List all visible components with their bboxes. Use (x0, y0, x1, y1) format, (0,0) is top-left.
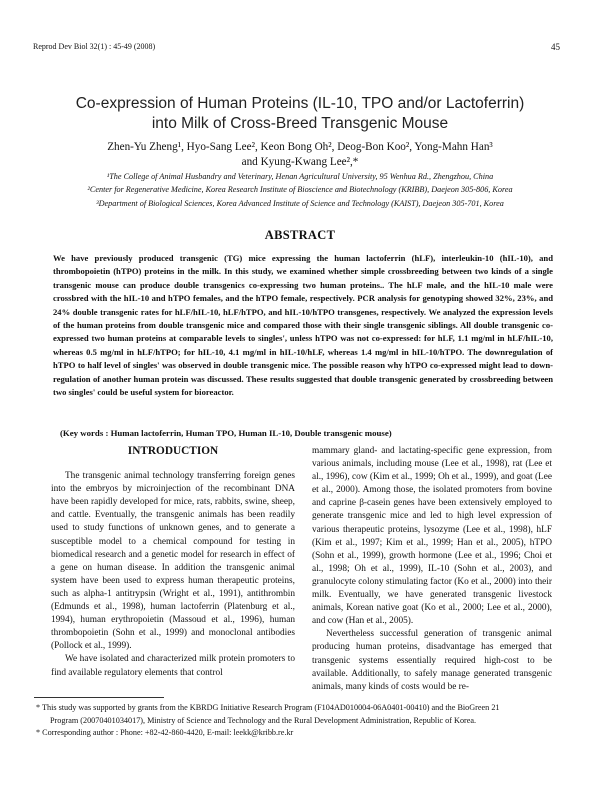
affiliation-1: ¹The College of Animal Husbandry and Veterinary, Henan Agricultural University, 95 Wenhua Rd., Zhengzhou, China (106, 172, 494, 181)
right-column (312, 445, 552, 694)
author-list (50, 140, 550, 170)
intro-paragraph: We have isolated and characterized milk protein promoters to find available regulatory elements that control (51, 654, 295, 678)
left-column (51, 445, 295, 680)
keywords: (Key words : Human lactoferrin, Human TPO, Human IL-10, Double transgenic mouse) (60, 428, 392, 438)
title-line-1: Co-expression of Human Proteins (IL-10, TPO and/or Lactoferrin) (75, 95, 525, 112)
authors-line-1: Zhen-Yu Zheng¹, Hyo-Sang Lee², Keon Bong Oh², Deog-Bon Koo², Yong-Mahn Han³ (107, 141, 493, 153)
footnote-divider (34, 697, 164, 698)
corresponding-author-note: * Corresponding author : Phone: +82-42-860-4420, E-mail: leekk@kribb.re.kr (36, 728, 294, 737)
title-line-2: into Milk of Cross-Breed Transgenic Mouse (151, 115, 449, 132)
funding-note-line-2: Program (20070401034017), Ministry of Science and Technology and the Rural Development Administration, Republic of Korea. (50, 715, 477, 725)
funding-note (36, 702, 560, 727)
abstract-heading: ABSTRACT (264, 228, 336, 242)
page-number: 45 (551, 42, 560, 52)
funding-note-line-1: * This study was supported by grants from the KBRDG Initiative Research Program (F104AD010004-06A0401-00410) and the BioGreen 21 (36, 703, 500, 712)
affiliation-2: ²Center for Regenerative Medicine, Korea Research Institute of Bioscience and Biotechnology (KRIBB), Daejeon 305-806, Korea (87, 185, 513, 195)
journal-citation: Reprod Dev Biol 32(1) : 45-49 (2008) (33, 42, 156, 51)
intro-paragraph: The transgenic animal technology transferring foreign genes into the embryos by microinjection of the recombinant DNA have been rapidly developed for mice, rats, rabbits, swine, sheep, and cattle. Eventually, the transgenic animals has been readily used to study functions of unknown genes, and to generate a susceptible model to a chemical compound for testing in biomedical research and a genetic model for research in effect of a gene on human disease. In addition the transgenic animal system have been used to express human therapeutic proteins, such as alpha-1 antitrypsin (Wright et al., 1991), antithrombin (Edmunds et al., 1998), human lactoferrin (Platenburg et al., 1994), human erythropoietin (Massoud et al., 1996), human thrombopoietin (Sohn et al., 1999) and monoclonal antibodies (Pollock et al., 1999). (51, 471, 295, 652)
paper-title (40, 94, 560, 134)
footnotes (36, 702, 560, 740)
affiliations (30, 170, 570, 210)
introduction-heading: INTRODUCTION (127, 445, 219, 457)
intro-paragraph: Nevertheless successful generation of transgenic animal producing human proteins, disadvantage has emerged that transgenic systems essentially required high-cost to be available. Additionally, to safely manage generated transgenic animals, many kinds of costs would be re- (312, 629, 552, 692)
affiliation-3: ³Department of Biological Sciences, Korea Advanced Institute of Science and Technology (KAIST), Daejeon 305-701, Korea (96, 198, 504, 208)
intro-paragraph: mammary gland- and lactating-specific gene expression, from various animals, including mouse (Lee et al., 1998), rat (Lee et al., 1996), cow (Kim et al., 1999; Oh et al., 1999), and goat (Lee et al., 2000). Among those, the isolated promoters from bovine and caprine β-casein genes have been extensively employed to generate transgenic mice and led to high level expression of various therapeutic proteins, lysozyme (Lee et al., 1998), hLF (Kim et al., 1997; Kim et al., 1999; Han et al., 2005), hTPO (Sohn et al., 1999), growth hormone (Lee et al., 1996; Choi et al., 1998; Oh et al., 1999), IL-10 (Sohn et al., 2003), and granulocyte colony stimulating factor (Ko et al., 2000) into their milk. Eventually, we have generated transgenic livestock animals, Korean native goat (Ko et al., 2000; Lee et al., 2000), and cow (Han et al., 2005). (312, 446, 552, 627)
authors-line-2: and Kyung-Kwang Lee²,* (241, 156, 359, 168)
abstract-body: We have previously produced transgenic (TG) mice expressing the human lactoferrin (hLF), interleukin-10 (hIL-10), and thrombopoietin (hTPO) proteins in the milk. In this study, we examined whether simple crossbreeding between two kinds of a single transgenic mouse can produce double transgenics co-expressing two human proteins.. The hLF male, and the hIL-10 male were crossbred with the hIL-10 and hTPO females, and the hTPO female, respectively. PCR analysis for genotyping showed 32%, 23%, and 24% double transgenic rates for hLF/hIL-10, hLF/hTPO, and hIL-10/hTPO transgenes, respectively. We analyzed the expression levels of the human proteins from double transgenic mice and compared those with their single transgenic siblings. All double transgenic co-expressed two human proteins at comparable levels to singles', unless hTPO was not co-expressed: for hLF, 1.1 mg/ml in hLF/hIL-10, whereas 0.5 mg/ml in hLF/hTPO; for hIL-10, 4.1 mg/ml in hIL-10/hLF, whereas 1.4 mg/ml in hIL-10/hTPO. The downregulation of hTPO to half level of singles' was observed in double transgenic mice. The possible reason why hTPO co-expressed might lead to down-regulation of another human protein was discussed. These results suggested that double transgenic generated by crossbreeding between two singles' could be useful system for bioreactor. (53, 253, 553, 398)
